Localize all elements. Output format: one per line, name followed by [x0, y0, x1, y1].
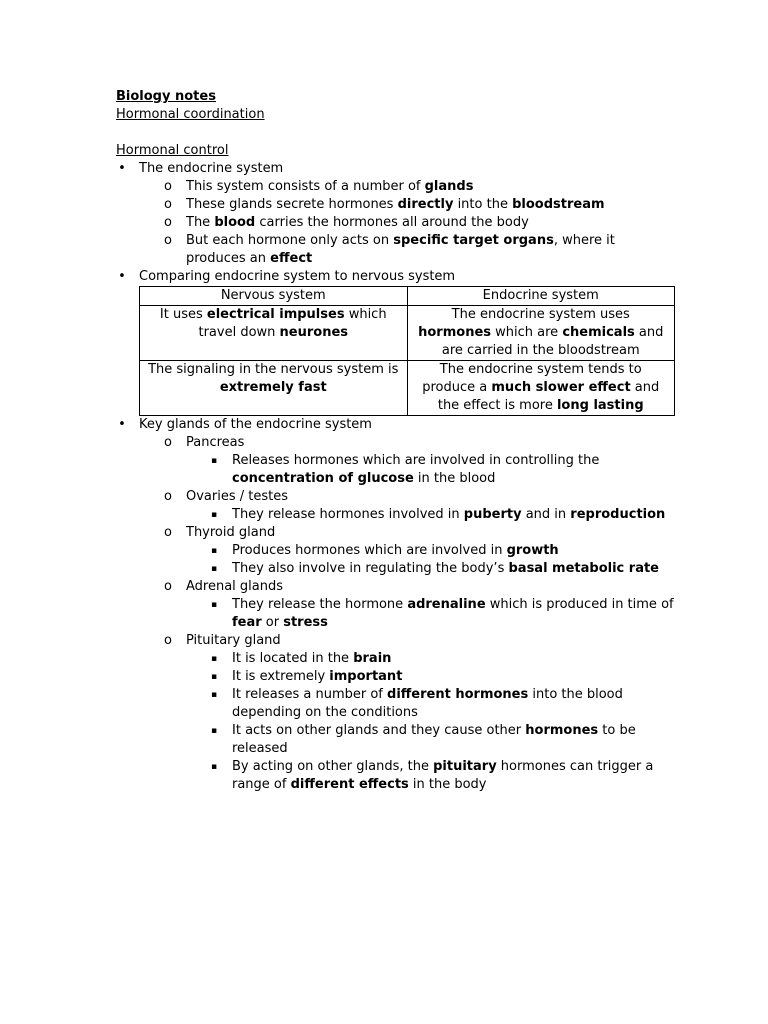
bullet-marker: •	[118, 161, 126, 176]
blank-line	[116, 124, 676, 142]
leaf-marker: ▪	[210, 546, 218, 556]
bold-term: different effects	[290, 777, 409, 792]
text-run: to be released	[232, 723, 636, 756]
leaf-item	[116, 722, 676, 758]
bold-term: electrical impulses	[206, 307, 345, 322]
leaf-marker: ▪	[210, 654, 218, 664]
text-run: in the blood	[413, 471, 496, 486]
leaf-item	[116, 758, 676, 794]
bold-term: reproduction	[570, 507, 666, 522]
text-run: It is located in the	[232, 651, 354, 666]
bullet-marker: •	[118, 417, 126, 432]
gland-name: Adrenal glands	[186, 579, 284, 594]
bold-term: concentration of glucose	[232, 471, 414, 486]
text-run: into the blood depending on the conditions	[232, 687, 623, 720]
sub-marker: o	[164, 197, 172, 212]
sub-item	[116, 214, 676, 232]
leaf-item	[116, 560, 676, 578]
section-heading: Hormonal control	[116, 143, 229, 158]
bold-term: neurones	[279, 325, 349, 340]
text-run: It uses	[159, 307, 207, 322]
bold-term: glands	[424, 179, 474, 194]
bold-term: specific target organs	[393, 233, 554, 248]
bold-term: extremely fast	[219, 380, 327, 395]
sub-marker: o	[164, 435, 172, 450]
bold-term: effect	[270, 251, 313, 266]
bullet-marker: •	[118, 269, 126, 284]
text-run: The endocrine system tends to produce a	[422, 362, 642, 395]
text-run: This system consists of a number of	[186, 179, 425, 194]
sub-marker: o	[164, 525, 172, 540]
document-subtitle: Hormonal coordination	[116, 107, 265, 122]
leaf-item	[116, 506, 676, 524]
bold-term: chemicals	[562, 325, 635, 340]
gland-ovaries	[116, 488, 676, 506]
text-run: They release hormones involved in	[232, 507, 464, 522]
bold-term: puberty	[463, 507, 522, 522]
table-row	[140, 361, 675, 416]
bold-term: brain	[353, 651, 392, 666]
bold-term: bloodstream	[512, 197, 605, 212]
gland-name: Thyroid gland	[186, 525, 276, 540]
leaf-item	[116, 668, 676, 686]
sub-marker: o	[164, 489, 172, 504]
leaf-marker: ▪	[210, 564, 218, 574]
text-run: and the effect is more	[437, 380, 660, 413]
bold-term: important	[329, 669, 403, 684]
text-run: which is produced in time of	[485, 597, 674, 612]
text-run: The endocrine system uses	[451, 307, 630, 322]
gland-name: Pituitary gland	[186, 633, 281, 648]
sub-marker: o	[164, 179, 172, 194]
bold-term: growth	[506, 543, 559, 558]
table-cell	[407, 361, 675, 416]
leaf-marker: ▪	[210, 690, 218, 700]
leaf-item	[116, 542, 676, 560]
bold-term: much slower effect	[491, 380, 631, 395]
text-run: and are carried in the bloodstream	[441, 325, 664, 358]
bold-term: hormones	[525, 723, 599, 738]
bold-term: adrenaline	[407, 597, 486, 612]
leaf-marker: ▪	[210, 510, 218, 520]
sub-marker: o	[164, 579, 172, 594]
text-run: hormones can trigger a range of	[232, 759, 654, 792]
sub-marker: o	[164, 633, 172, 648]
text-run: carries the hormones all around the body	[255, 215, 529, 230]
text-run: The signaling in the nervous system is	[148, 362, 399, 377]
sub-item	[116, 232, 676, 268]
bold-term: hormones	[418, 325, 492, 340]
leaf-marker: ▪	[210, 456, 218, 466]
leaf-item	[116, 686, 676, 722]
bullet-text: Key glands of the endocrine system	[139, 417, 372, 432]
sub-item	[116, 178, 676, 196]
gland-pancreas	[116, 434, 676, 452]
gland-adrenal	[116, 578, 676, 596]
text-run: They also involve in regulating the body’s	[232, 561, 509, 576]
leaf-item	[116, 596, 676, 632]
text-run: The	[186, 215, 215, 230]
text-run: and in	[521, 507, 571, 522]
bullet-text: Comparing endocrine system to nervous system	[139, 269, 456, 284]
bold-term: different hormones	[387, 687, 529, 702]
table-cell	[140, 306, 408, 361]
bold-term: pituitary	[433, 759, 497, 774]
text-run: or	[261, 615, 284, 630]
text-run: It releases a number of	[232, 687, 388, 702]
bullet-text: The endocrine system	[139, 161, 284, 176]
document-title: Biology notes	[116, 89, 216, 104]
bold-term: fear	[232, 615, 262, 630]
bullet-key-glands	[116, 416, 676, 434]
leaf-marker: ▪	[210, 726, 218, 736]
comparison-table	[139, 286, 675, 416]
table-header-row	[140, 287, 675, 306]
text-run: which are	[491, 325, 563, 340]
leaf-item	[116, 650, 676, 668]
gland-thyroid	[116, 524, 676, 542]
leaf-item	[116, 452, 676, 488]
bold-term: basal metabolic rate	[508, 561, 659, 576]
column-header: Endocrine system	[407, 287, 675, 306]
sub-marker: o	[164, 233, 172, 248]
leaf-marker: ▪	[210, 600, 218, 610]
text-run: into the	[453, 197, 513, 212]
text-run: It is extremely	[232, 669, 330, 684]
sub-marker: o	[164, 215, 172, 230]
text-run: They release the hormone	[232, 597, 408, 612]
leaf-marker: ▪	[210, 762, 218, 772]
table-cell	[407, 306, 675, 361]
text-run: , where it produces an	[186, 233, 615, 266]
column-header: Nervous system	[140, 287, 408, 306]
bold-term: long lasting	[556, 398, 644, 413]
text-run: Releases hormones which are involved in controlling the	[232, 453, 600, 468]
notes-content	[116, 88, 676, 794]
sub-item	[116, 196, 676, 214]
gland-name: Pancreas	[186, 435, 245, 450]
text-run: in the body	[408, 777, 487, 792]
bold-term: blood	[214, 215, 256, 230]
text-run: Produces hormones which are involved in	[232, 543, 507, 558]
gland-name: Ovaries / testes	[186, 489, 289, 504]
bold-term: stress	[283, 615, 328, 630]
text-run: These glands secrete hormones	[186, 197, 398, 212]
text-run: It acts on other glands and they cause other	[232, 723, 526, 738]
gland-pituitary	[116, 632, 676, 650]
text-run: But each hormone only acts on	[186, 233, 394, 248]
text-run: By acting on other glands, the	[232, 759, 434, 774]
table-cell	[140, 361, 408, 416]
text-run: which travel down	[198, 307, 387, 340]
bullet-endocrine-system	[116, 160, 676, 178]
leaf-marker: ▪	[210, 672, 218, 682]
bullet-comparison	[116, 268, 676, 286]
table-row	[140, 306, 675, 361]
bold-term: directly	[397, 197, 454, 212]
